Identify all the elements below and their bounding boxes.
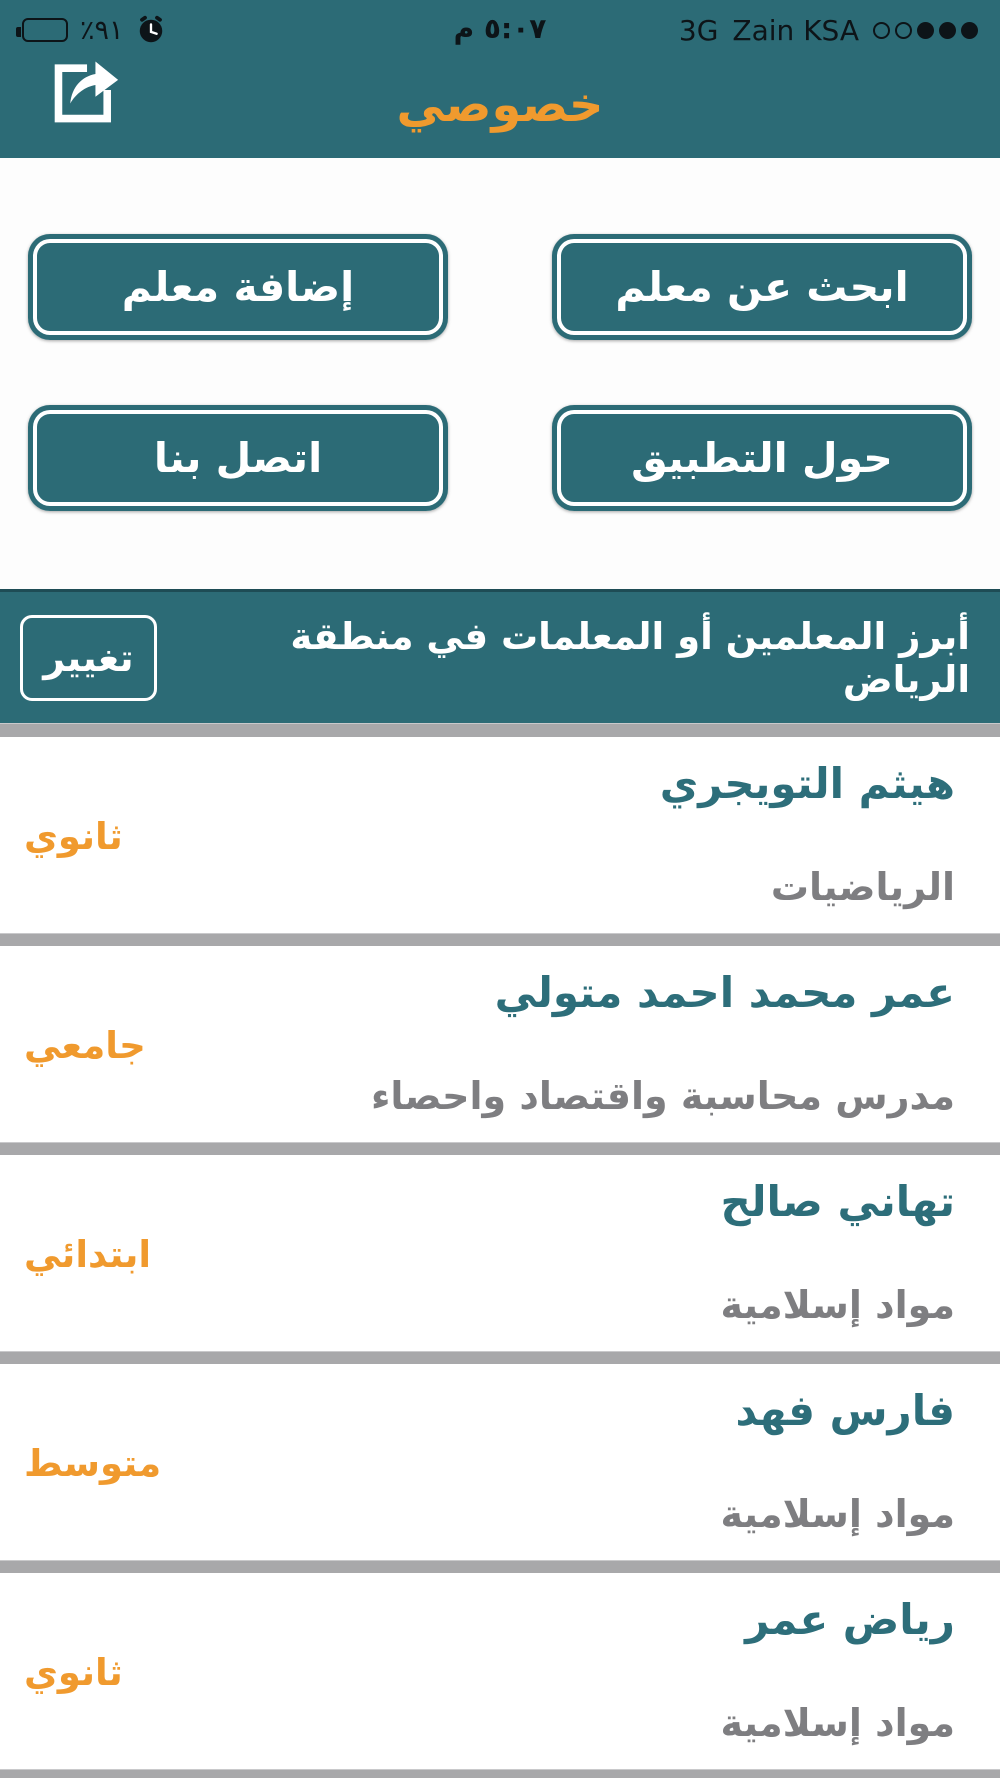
menu-row-1 <box>28 234 972 340</box>
teacher-level-badge: متوسط <box>24 1442 162 1486</box>
status-time: ٥:٠٧ م <box>453 12 547 45</box>
signal-dots <box>873 22 978 39</box>
teacher-subject: مواد إسلامية <box>720 1283 955 1327</box>
status-left-group <box>22 15 166 46</box>
about-app-button[interactable]: حول التطبيق <box>552 405 972 511</box>
separator <box>0 1769 1000 1778</box>
separator <box>0 1351 1000 1364</box>
top-bar <box>0 0 1000 158</box>
teacher-row-1[interactable] <box>0 737 1000 933</box>
battery-icon <box>22 18 68 42</box>
featured-teachers-header <box>0 589 1000 723</box>
share-icon <box>40 48 124 132</box>
battery-percent: ٪٩١ <box>80 14 124 46</box>
signal-dot <box>961 22 978 39</box>
teacher-level-badge: ثانوي <box>24 1651 123 1695</box>
nav-bar <box>0 52 1000 158</box>
teacher-row-4[interactable] <box>0 1364 1000 1560</box>
signal-dot <box>895 22 912 39</box>
separator <box>0 1142 1000 1155</box>
carrier-name: Zain KSA <box>732 13 859 47</box>
status-right-group <box>679 14 978 47</box>
teacher-name: رياض عمر <box>745 1595 955 1644</box>
teacher-name: تهاني صالح <box>720 1177 955 1226</box>
menu-row-2 <box>28 405 972 511</box>
teacher-subject: مواد إسلامية <box>720 1492 955 1536</box>
section-title: أبرز المعلمين أو المعلمات في منطقة الرياض <box>290 614 970 701</box>
page-title: خصوصي <box>396 77 604 133</box>
separator <box>0 1560 1000 1573</box>
teacher-row-5[interactable] <box>0 1573 1000 1769</box>
signal-dot <box>939 22 956 39</box>
separator <box>0 723 1000 737</box>
signal-dot <box>917 22 934 39</box>
teacher-name: فارس فهد <box>735 1386 955 1435</box>
teacher-name: هيثم التويجري <box>659 759 955 808</box>
share-button[interactable] <box>40 48 124 132</box>
teacher-subject: الرياضيات <box>770 865 955 909</box>
search-teacher-button[interactable]: ابحث عن معلم <box>552 234 972 340</box>
separator <box>0 933 1000 946</box>
signal-dot <box>873 22 890 39</box>
menu-area <box>0 158 1000 511</box>
status-bar <box>0 0 1000 52</box>
network-type: 3G <box>678 13 719 47</box>
teacher-level-badge: جامعي <box>24 1024 146 1068</box>
teacher-row-2[interactable] <box>0 946 1000 1142</box>
alarm-clock-icon <box>136 15 166 45</box>
teacher-name: عمر محمد احمد متولي <box>494 968 955 1017</box>
add-teacher-button[interactable]: إضافة معلم <box>28 234 448 340</box>
teacher-row-3[interactable] <box>0 1155 1000 1351</box>
teacher-level-badge: ثانوي <box>24 815 123 859</box>
change-region-button[interactable]: تغيير <box>20 615 157 701</box>
teacher-subject: مواد إسلامية <box>720 1701 955 1745</box>
teacher-level-badge: ابتدائي <box>24 1233 152 1277</box>
contact-us-button[interactable]: اتصل بنا <box>28 405 448 511</box>
teacher-subject: مدرس محاسبة واقتصاد واحصاء <box>370 1074 955 1118</box>
